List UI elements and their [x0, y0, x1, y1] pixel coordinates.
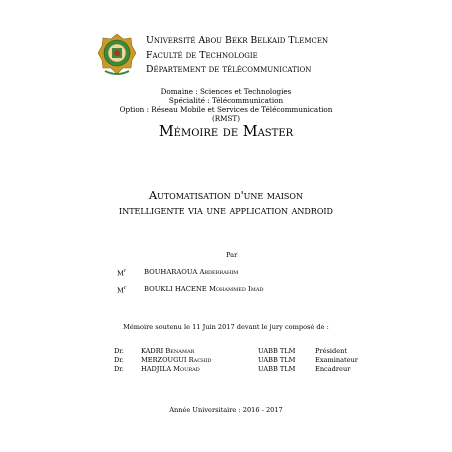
authors-list — [117, 264, 263, 299]
author-prefix: $M^r$ — [117, 269, 127, 278]
jury-name: HADJILA Mourad — [141, 365, 200, 373]
jury-name: KADRI Benamar — [141, 347, 195, 355]
option-abbrev: (RMST) — [211, 114, 241, 123]
faculty-name: Faculté de Technologie — [146, 49, 258, 61]
jury-affiliation: UABB TLM — [258, 365, 296, 373]
domain-block — [0, 87, 452, 123]
author-first-name: Mohammed Imad — [208, 285, 264, 294]
author-last-name: BOUHARAOUA — [144, 268, 198, 276]
jury-row — [114, 347, 358, 356]
jury-affiliation: UABB TLM — [258, 356, 296, 364]
jury-affiliation: UABB TLM — [258, 347, 296, 355]
author-first-name: Abderrahim — [199, 268, 239, 276]
domain-line: Domaine : Sciences et Technologies — [160, 87, 292, 96]
jury-name: MERZOUGUI Rachid — [141, 356, 212, 364]
jury-role: Examinateur — [315, 356, 358, 364]
jury-role: Encadreur — [315, 365, 351, 373]
academic-year: Année Universitaire : 2016 - 2017 — [169, 406, 283, 414]
university-name: Université Abou Bekr Belkaid Tlemcen — [146, 35, 329, 46]
author-row — [117, 264, 263, 281]
author-row — [117, 281, 263, 298]
jury-role: Président — [315, 347, 348, 355]
jury-list — [114, 347, 358, 374]
thesis-title-line-2: intelligente via une application android — [119, 204, 333, 217]
document-type-title: Mémoire de Master — [158, 124, 294, 140]
thesis-title-line-1: Automatisation d'une maison — [149, 189, 303, 202]
option-line: Option : Réseau Mobile et Services de Télécommunication — [119, 105, 333, 114]
logo-seal — [98, 34, 136, 74]
par-label: Par — [226, 251, 238, 259]
jury-row — [114, 365, 358, 374]
department-name: Département de télécommunication — [146, 64, 312, 75]
thesis-title — [0, 188, 452, 218]
university-logo — [97, 33, 137, 77]
speciality-line: Spécialité : Télécommunication — [168, 96, 284, 105]
author-prefix: $M^r$ — [117, 286, 127, 295]
author-last-name: BOUKLI HACENE — [144, 285, 207, 294]
defense-statement: Mémoire soutenu le 11 Juin 2017 devant le jury composé de : — [123, 323, 329, 331]
jury-title: Dr. — [114, 356, 124, 364]
jury-row — [114, 356, 358, 365]
jury-title: Dr. — [114, 365, 124, 373]
institution-header — [146, 34, 328, 78]
jury-title: Dr. — [114, 347, 124, 355]
